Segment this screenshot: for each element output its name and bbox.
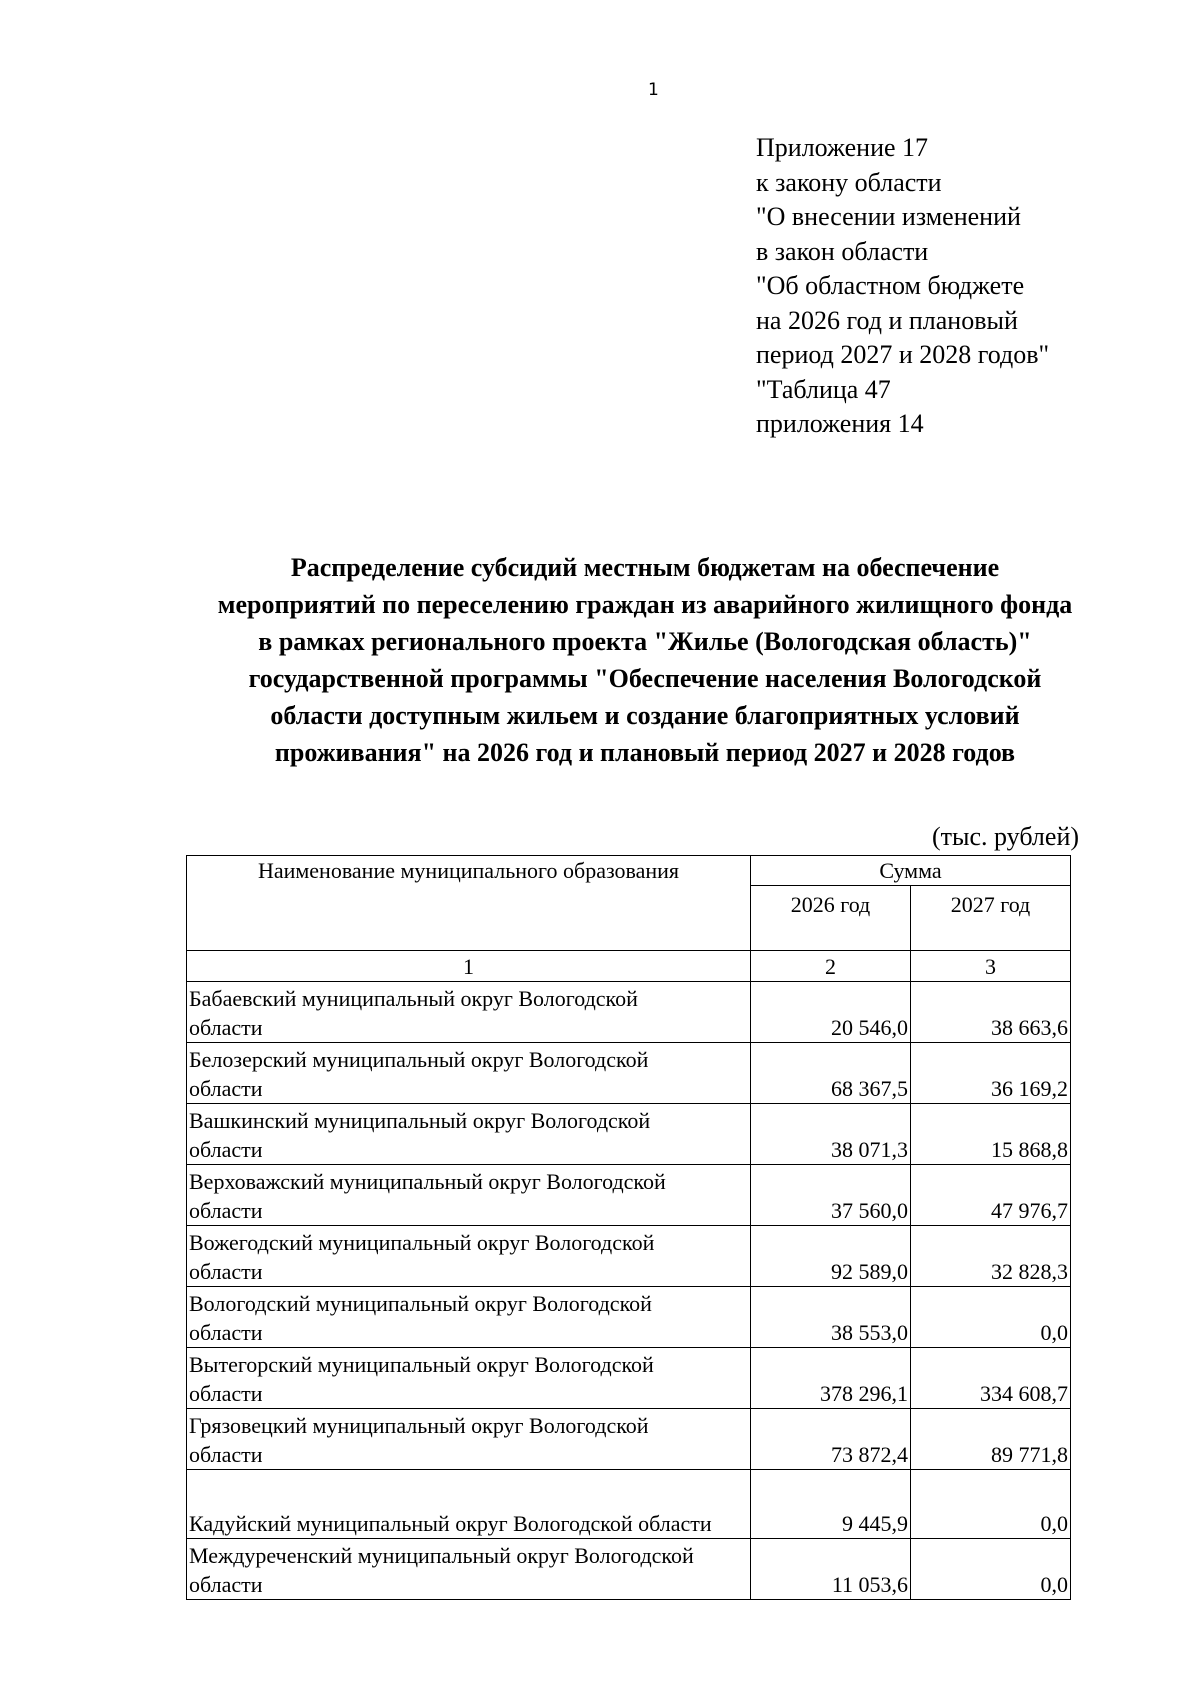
table-row	[187, 1043, 1071, 1104]
title-line: государственной программы "Обеспечение населения Вологодской	[248, 664, 1042, 693]
appendix-reference	[756, 131, 1049, 442]
municipality-name	[187, 1348, 751, 1409]
name-line: области	[189, 1320, 263, 1345]
name-line: области	[189, 1259, 263, 1284]
name-line: области	[189, 1015, 263, 1040]
name-line: Кадуйский муниципальный округ Вологодской области	[189, 1511, 712, 1536]
header-sum: Сумма	[751, 856, 1071, 886]
table-row	[187, 1165, 1071, 1226]
table-row	[187, 982, 1071, 1043]
name-line: Вожегодский муниципальный округ Вологодской	[189, 1230, 655, 1255]
value-2026: 20 546,0	[751, 982, 911, 1043]
value-2027: 36 169,2	[911, 1043, 1071, 1104]
appendix-line: "Таблица 47	[756, 374, 891, 404]
value-2027: 47 976,7	[911, 1165, 1071, 1226]
units-label: (тыс. рублей)	[932, 822, 1080, 851]
name-line: Вытегорский муниципальный округ Вологодской	[189, 1352, 654, 1377]
municipality-name	[187, 982, 751, 1043]
name-line: Грязовецкий муниципальный округ Вологодской	[189, 1413, 649, 1438]
column-number-row	[187, 951, 1071, 982]
appendix-line: к закону области	[756, 167, 942, 197]
appendix-line: "Об областном бюджете	[756, 271, 1025, 300]
name-line: Междуреченский муниципальный округ Вологодской	[189, 1543, 694, 1568]
name-line: области	[189, 1198, 263, 1223]
title-line: Распределение субсидий местным бюджетам на обеспечение	[290, 553, 1000, 582]
appendix-line: Приложение 17	[756, 133, 929, 162]
column-number: 1	[187, 951, 751, 982]
table-row	[187, 1104, 1071, 1165]
value-2027: 32 828,3	[911, 1226, 1071, 1287]
name-line: области	[189, 1572, 263, 1597]
table-row	[187, 1226, 1071, 1287]
title-line: проживания" на 2026 год и плановый период 2027 и 2028 годов	[274, 738, 1016, 767]
value-2026: 11 053,6	[751, 1539, 911, 1600]
column-number: 2	[751, 951, 911, 982]
appendix-line: "О внесении изменений	[756, 202, 1021, 231]
value-2026: 73 872,4	[751, 1409, 911, 1470]
table-row	[187, 1287, 1071, 1348]
appendix-line: на 2026 год и плановый	[756, 305, 1018, 335]
name-line: Вологодский муниципальный округ Вологодской	[189, 1291, 652, 1316]
municipality-name	[187, 1287, 751, 1348]
header-municipality: Наименование муниципального образования	[187, 856, 751, 951]
municipality-name	[187, 1104, 751, 1165]
subsidy-table	[186, 855, 1071, 1600]
value-2026: 37 560,0	[751, 1165, 911, 1226]
title-line: области доступным жильем и создание благоприятных условий	[270, 701, 1020, 730]
value-2026: 378 296,1	[751, 1348, 911, 1409]
value-2027: 89 771,8	[911, 1409, 1071, 1470]
municipality-name	[187, 1226, 751, 1287]
document-title	[150, 549, 1140, 771]
title-line: в рамках регионального проекта "Жилье (Вологодская область)"	[258, 627, 1032, 656]
header-year-2026: 2026 год	[751, 886, 911, 951]
table-header-row	[187, 856, 1071, 886]
page-number: 1	[648, 80, 659, 100]
title-line: мероприятий по переселению граждан из аварийного жилищного фонда	[217, 590, 1073, 619]
name-line: Бабаевский муниципальный округ Вологодской	[189, 986, 638, 1011]
value-2026: 92 589,0	[751, 1226, 911, 1287]
name-line: области	[189, 1076, 263, 1101]
name-line: области	[189, 1381, 263, 1406]
municipality-name	[187, 1165, 751, 1226]
municipality-name	[187, 1043, 751, 1104]
name-line: области	[189, 1442, 263, 1467]
appendix-line: приложения 14	[756, 409, 924, 438]
table-row	[187, 1470, 1071, 1539]
value-2027: 0,0	[911, 1539, 1071, 1600]
value-2027: 15 868,8	[911, 1104, 1071, 1165]
value-2027: 38 663,6	[911, 982, 1071, 1043]
municipality-name	[187, 1409, 751, 1470]
name-line: Белозерский муниципальный округ Вологодской	[189, 1047, 649, 1072]
municipality-name	[187, 1539, 751, 1600]
appendix-line: в закон области	[756, 236, 929, 266]
municipality-name	[187, 1470, 751, 1539]
value-2027: 0,0	[911, 1287, 1071, 1348]
value-2026: 68 367,5	[751, 1043, 911, 1104]
table-row	[187, 1539, 1071, 1600]
table-row	[187, 1409, 1071, 1470]
value-2027: 0,0	[911, 1470, 1071, 1539]
table-row	[187, 1348, 1071, 1409]
value-2026: 38 553,0	[751, 1287, 911, 1348]
value-2027: 334 608,7	[911, 1348, 1071, 1409]
name-line: Вашкинский муниципальный округ Вологодской	[189, 1108, 651, 1133]
value-2026: 9 445,9	[751, 1470, 911, 1539]
value-2026: 38 071,3	[751, 1104, 911, 1165]
name-line: Верховажский муниципальный округ Вологодской	[189, 1169, 666, 1194]
name-line: области	[189, 1137, 263, 1162]
appendix-line: период 2027 и 2028 годов"	[756, 340, 1050, 369]
header-year-2027: 2027 год	[911, 886, 1071, 951]
column-number: 3	[911, 951, 1071, 982]
